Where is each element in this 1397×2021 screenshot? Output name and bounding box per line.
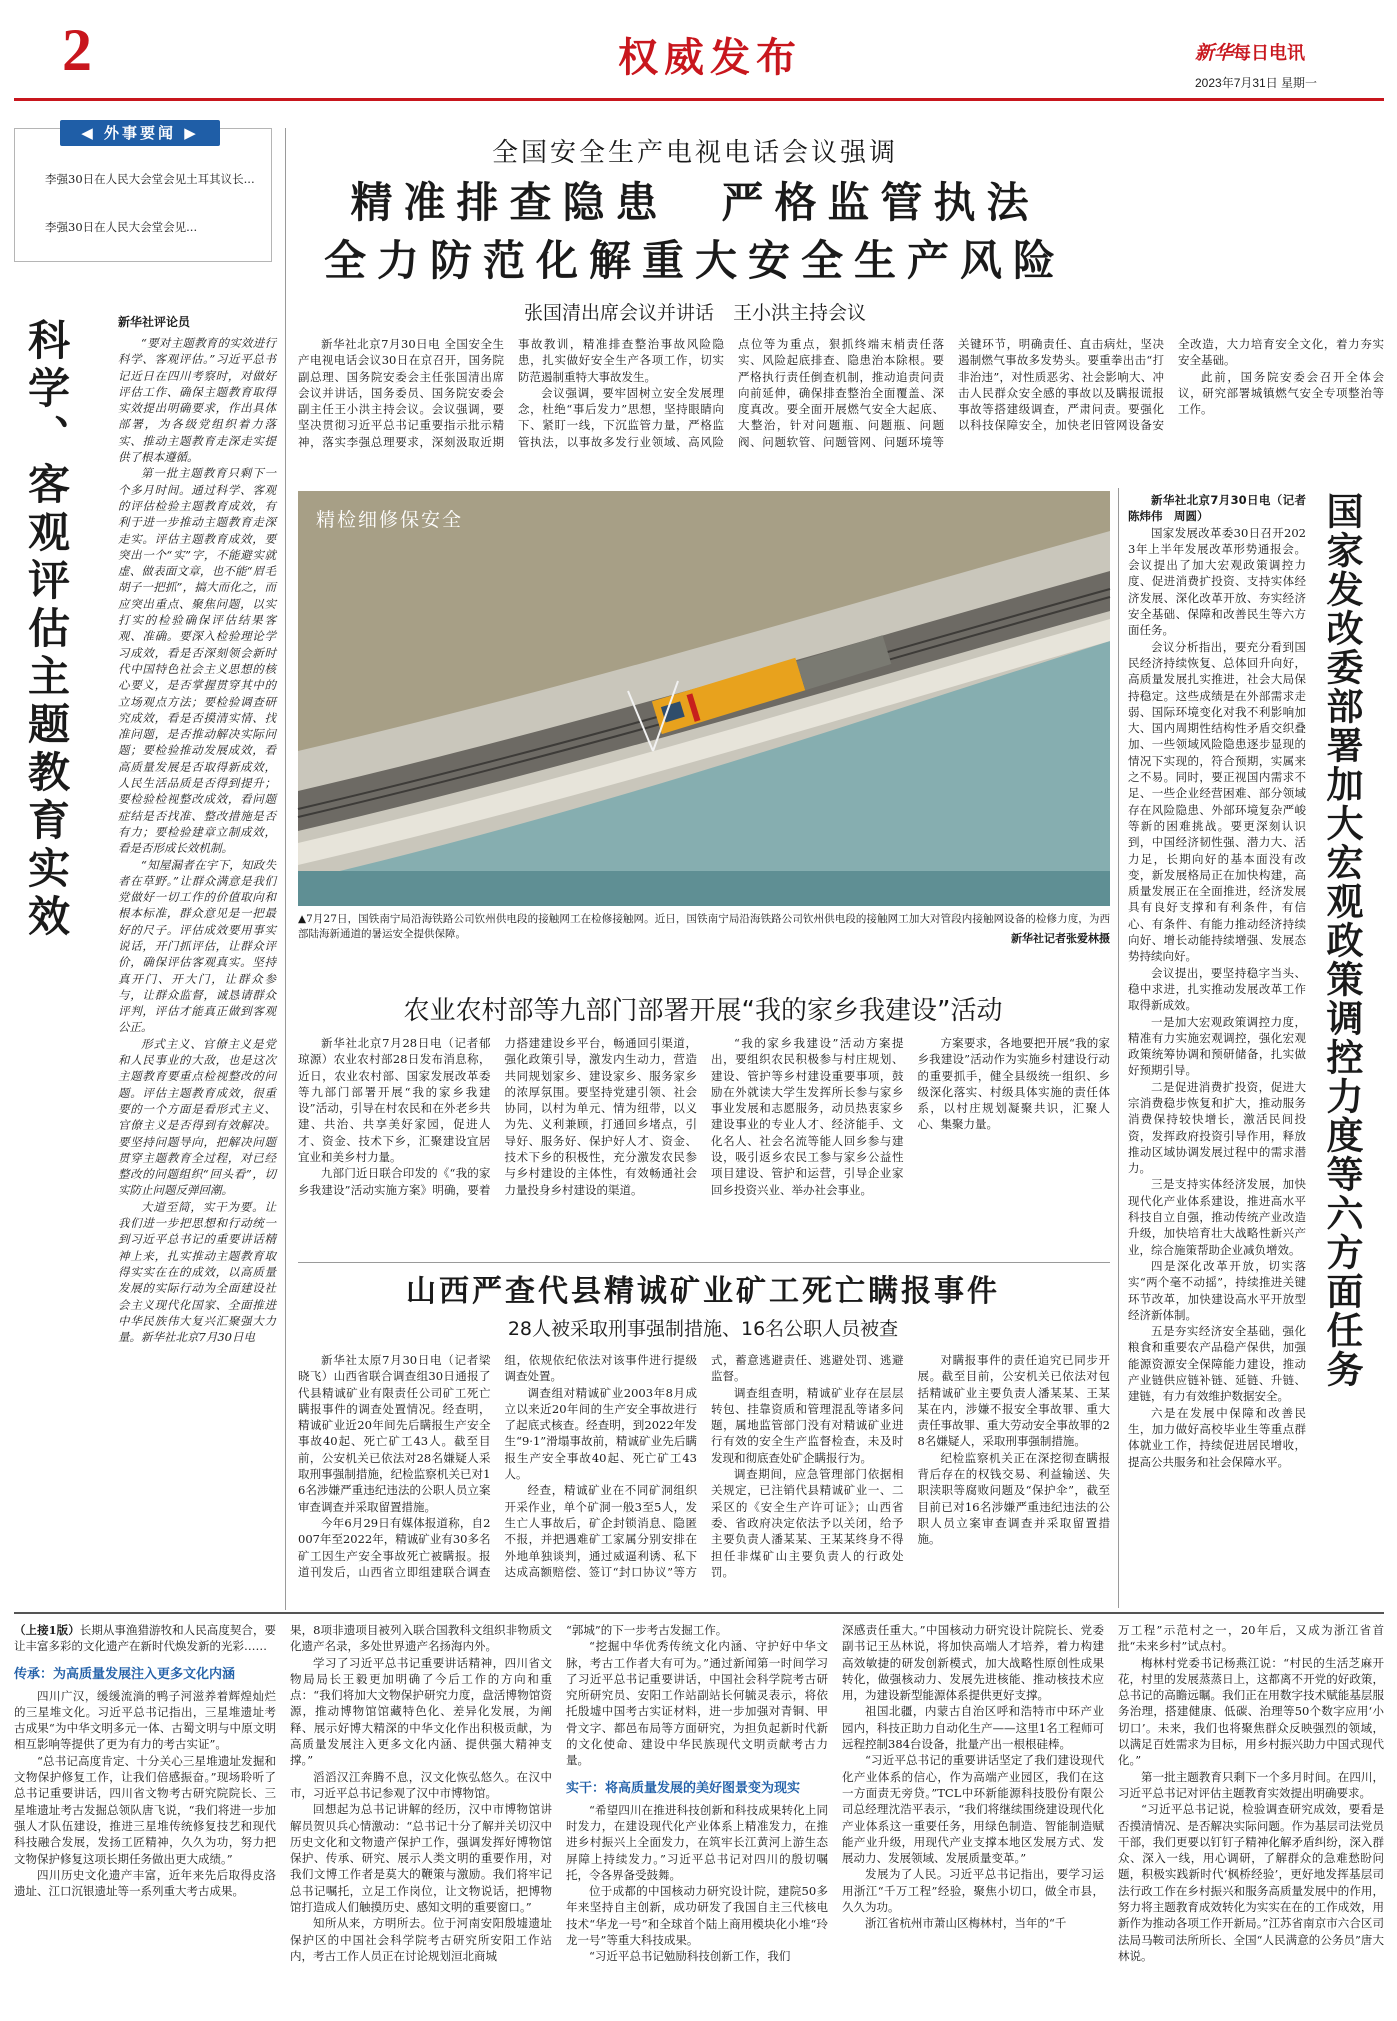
ndrc-paragraph: 二是促进消费扩投资，促进大宗消费稳步恢复和扩大，推动服务消费保持较快增长，激活民间投资，发挥政府投资引导作用，释放推动区域协调发展过程中的需求潜力。 xyxy=(1128,1079,1306,1176)
ndrc-paragraph: 六是在发展中保障和改善民生，加力做好高校毕业生等重点群体就业工作，持续促进居民增收，提高公共服务和社会保障水平。 xyxy=(1128,1405,1306,1469)
mine-paragraph: 今年6月29日有媒体报道称，自2007年至2022年，精诚矿业有30多名矿工因生产安全事故死亡被瞒报。报道刊发后，山西省立即组建联合调查组，依规依纪依法对该事件进行提级调查处置。 xyxy=(298,1353,697,1579)
foreign-news-box xyxy=(14,128,272,262)
bottom-paragraph: 万工程”示范村之一，20年后，又成为浙江省首批“未来乡村”试点村。 xyxy=(1118,1623,1384,1654)
bottom-paragraph: “郭城”的下一步考古发掘工作。 xyxy=(566,1623,728,1637)
lead-paragraph: 此前，国务院安委会召开全体会议，研究部署城镇燃气安全专项整治等工作。 xyxy=(1178,369,1384,417)
ndrc-paragraph: 一是加大宏观政策调控力度，精准有力实施宏观调控，强化宏观政策统筹协调和预研储备，扎实做好预期引导。 xyxy=(1128,1014,1306,1078)
bottom-col-4 xyxy=(842,1622,1104,2014)
foreign-item-1: 李强30日在人民大会堂会见土耳其议长... xyxy=(45,172,255,186)
mine-paragraph: 对瞒报事件的责任追究已同步开展。截至目前，公安机关已依法对包括精诚矿业主要负责人潘某某、王某某在内，涉嫌不报安全事故罪、重大责任事故罪、重大劳动安全事故罪的28名嫌疑人，采取刑事强制措施。 xyxy=(917,1353,1110,1449)
photo-label: 精检细修保安全 xyxy=(316,509,464,531)
lead-body xyxy=(298,336,1384,481)
lead-kicker: 全国安全生产电视电话会议强调 xyxy=(491,138,898,168)
ndrc-dateline: 新华社北京7月30日电（记者陈炜伟 周圆） xyxy=(1128,493,1306,524)
bottom-paragraph: “习近平总书记的重要讲话坚定了我们建设现代化产业体系的信心，作为高端产业园区，我们在这一方面责无旁贷。”TCL中环新能源科技股份有限公司总经理沈浩平表示，“我们将继续围绕建设现代化产业体系这一重要任务，用绿色制造、智能制造赋能产业升级，用现代产业支撑本地区发展方式、发展动力、发展领域、发展质量变革。” xyxy=(842,1753,1104,1866)
ndrc-body xyxy=(1128,492,1306,1602)
jump-marker: （上接1版） xyxy=(14,1623,80,1637)
ndrc-paragraph: 会议提出，要坚持稳字当头、稳中求进，扎实推动发展改革工作取得新成效。 xyxy=(1128,965,1306,1013)
issue-date: 2023年7月31日 星期一 xyxy=(1195,76,1318,90)
page-number: 2 xyxy=(62,17,92,83)
ndrc-title: 国家发改委部署加大宏观政策调控力度等六方面任务 xyxy=(1320,492,1363,1389)
bottom-paragraph: 果，8项非遗项目被列入联合国教科文组织非物质文化遗产名录，多处世界遗产名扬海内外。 xyxy=(290,1623,552,1654)
bottom-col-5 xyxy=(1118,1622,1384,2014)
bottom-subheading-1: 传承：为高质量发展注入更多文化内涵 xyxy=(14,1666,236,1682)
ndrc-paragraph: 会议分析指出，要充分看到国民经济持续恢复、总体回升向好，高质量发展扎实推进，社会大局保持稳定。这些成绩是在外部需求走弱、国际环境变化对我不利影响加大、国内周期性结构性矛盾交织叠加、一些领域风险隐患逐步显现的情况下实现的，符合预期，实属来之不易。同时，要正视国内需求不足、一些企业经营困难、部分领域存在风险隐患、外部环境复杂严峻等新的困难挑战。要更深刻认识到，中国经济韧性强、潜力大、活力足，长期向好的基本面没有改变，新发展格局正在加快构建，高质量发展正在全面推进，经济发展具有良好支撑和有利条件，有信心、有条件、有能力推动经济持续向好、增长动能持续增强、发展态势持续向好。 xyxy=(1128,639,1306,964)
agri-body xyxy=(298,1035,1110,1255)
brand-name: 每日电讯 xyxy=(1233,43,1306,64)
mine-body xyxy=(298,1352,1110,1600)
ndrc-paragraph: 五是夯实经济安全基础，强化粮食和重要农产品稳产保供，加强能源资源安全保障能力建设，推动产业链供应链补链、延链、升链、建链，有力有效维护数据安全。 xyxy=(1128,1324,1306,1404)
bottom-paragraph: 位于成都的中国核动力研究设计院，建院50多年来坚持自主创新，成功研发了我国自主三代核电技术“华龙一号”和全球首个陆上商用模块化小堆“玲龙一号”等重大科技成果。 xyxy=(566,1884,828,1948)
bottom-paragraph xyxy=(14,1622,276,1655)
commentary-paragraph: “知屋漏者在宇下，知政失者在草野。”让群众满意是我们党做好一切工作的价值取向和根本标准，群众意见是一把最好的尺子。评估成效要用事实说话，开门抓评估，让群众评价，确保评估客观真实。坚持真开门、开大门，让群众参与，让群众监督，诚恳请群众评判，评估才能真正做到客观公正。 xyxy=(118,857,276,1035)
agri-paragraph: 方案要求，各地要把开展“我的家乡我建设”活动作为实施乡村建设行动的重要抓手，健全县级统一组织、乡级深化落实、村级具体实施的责任体系，以村庄规划凝聚共识，汇聚人心、集聚力量。 xyxy=(917,1036,1110,1132)
column-rule-left xyxy=(285,128,286,1610)
ndrc-paragraph: 四是深化改革开放，切实落实“两个毫不动摇”，持续推进关键环节改革，加快建设高水平开放型经济新体制。 xyxy=(1128,1258,1306,1322)
agri-title: 农业农村部等九部门部署开展“我的家乡我建设”活动 xyxy=(403,996,1003,1026)
bottom-subheading-2: 实干：将高质量发展的美好图景变为现实 xyxy=(566,1780,801,1796)
mine-paragraph: 调查组对精诚矿业2003年8月成立以来近20年间的生产安全事故进行了起底式核查。经查明，到2022年发生“9·1”滑塌事故前，精诚矿业先后瞒报生产安全事故40起、死亡矿工43人。 xyxy=(504,1385,697,1482)
mine-paragraph: 纪检监察机关正在深挖彻查瞒报背后存在的权钱交易、利益输送、失职渎职等腐败问题及“保护伞”，截至目前已对16名涉嫌严重违纪违法的公职人员立案审查调查并采取留置措施。 xyxy=(917,1450,1110,1547)
photo-caption: ▲7月27日，国铁南宁局沿海铁路公司钦州供电段的接触网工在检修接触网。近日，国铁南宁局沿海铁路公司钦州供电段的接触网工加大对管段内接触网设备的检修力度，为西部陆海新通道的暑运安全提供保障。 xyxy=(298,913,1110,940)
bottom-col-2 xyxy=(290,1622,552,2014)
bottom-text: 长期从事渔猎游牧和人民高度契合，要让丰富多彩的文化遗产在新时代焕发新的光彩…… xyxy=(14,1623,276,1654)
lead-subtitle: 张国清出席会议并讲话 王小洪主持会议 xyxy=(523,302,866,324)
bottom-paragraph: “总书记高度肯定、十分关心三星堆遗址发掘和文物保护修复工作，让我们倍感振奋。”现场聆听了总书记重要讲话，四川省文物考古研究院院长、三星堆遗址考古发掘总领队唐飞说，“我们将进一步加强人才队伍建设，推进三星堆传统修复技艺和现代科技融合发展，发扬工匠精神，久久为功，努力把文物保护修复这项长期任务做出更大成绩。” xyxy=(14,1753,276,1866)
masthead-rule xyxy=(14,98,1384,101)
section-title: 权威发布 xyxy=(618,34,802,81)
rail-maintenance-photo xyxy=(298,491,1110,906)
bottom-col-1 xyxy=(14,1622,276,2014)
photo-illustration xyxy=(298,491,1110,906)
foreign-news-title: 外事要闻 xyxy=(103,124,176,142)
bottom-paragraph: 浙江省杭州市萧山区梅林村，当年的“千 xyxy=(865,1916,1067,1931)
mine-subtitle: 28人被采取刑事强制措施、16名公职人员被查 xyxy=(507,1318,899,1340)
mine-paragraph: 调查组查明，精诚矿业存在层层转包、挂靠资质和管理混乱等诸多问题，属地监管部门没有对精诚矿业进行有效的安全生产监督检查，未及时发现和彻底查处矿企瞒报行为。 xyxy=(711,1385,904,1465)
agri-paragraph: 新华社北京7月28日电（记者郁琼源）农业农村部28日发布消息称，近日，农业农村部、国家发展改革委等九部门部署开展“我的家乡我建设”活动，引导在村农民和在外老乡共建、共治、共享美好家园，促进人才、资金、技术下乡，汇聚建设宜居宜业和美乡村力量。 xyxy=(298,1036,491,1165)
bottom-rule xyxy=(14,1612,1384,1614)
brand-logo: 新华 xyxy=(1195,42,1234,64)
ndrc-paragraph: 三是支持实体经济发展，加快现代化产业体系建设，推进高水平科技自立自强，推动传统产业改造升级，加快培育壮大战略性新兴产业，综合施策帮助企业减负增效。 xyxy=(1128,1177,1306,1257)
lead-paragraph: 会议强调，要牢固树立安全发展理念，杜绝“事后发力”思想，坚持眼睛向下、紧盯一线，下沉监管力量，严格监管执法，以事故多发行业领域、高风险点位等为重点，狠抓终端末梢责任落实、风险起底排查、隐患治本除根。要严格执行责任倒查机制，推动追责问责向前延伸，确保排查整治全面覆盖、深度真改。要全面开展燃气安全大起底、大整治，针对问题瓶、问题瓶、问题阀、问题软管、问题管网、问题环境等关键环节，明确责任、直击病灶，坚决遏制燃气事故多发势头。要重拳出击“打非治违”，对性质恶劣、社会影响大、冲击人民群众安全感的事故以及瞒报谎报事故等搭建级调查，严肃问责。要强化以科技保障安全，加快老旧管网设备安全改造，大力培育安全文化，着力夯实安全基础。 xyxy=(518,337,1384,449)
bottom-paragraph: 学习了习近平总书记重要讲话精神，四川省文物局局长王毅更加明确了今后工作的方向和重点：“我们将加大文物保护研究力度，盘活博物馆资源，推动博物馆馆藏特色化、差异化发展，为阐释、展示好博大精深的中华文化作出积极贡献，为高质量发展注入更多文化内涵、提供强大精神支撑。” xyxy=(290,1655,552,1768)
bottom-paragraph: 发展为了人民。习近平总书记指出，要学习运用浙江“千万工程”经验，聚焦小切口，做全市县，久久为功。 xyxy=(842,1867,1104,1915)
bottom-paragraph: “挖掘中华优秀传统文化内涵、守护好中华文脉，考古工作者大有可为。”通过新闻第一时间学习了习近平总书记重要讲话，中国社会科学院考古研究所研究员、安阳工作站副站长何毓灵表示，将依托殷墟中国考古实证材料，进一步加强对青铜、甲骨文字、都邑布局等方面研究，为担负起新时代新的文化使命、建设中华民族现代文明贡献考古力量。 xyxy=(566,1639,828,1768)
mine-title: 山西严查代县精诚矿业矿工死亡瞒报事件 xyxy=(406,1274,1000,1309)
bottom-paragraph: 滔滔汉江奔腾不息，汉文化恢弘悠久。在汉中市，习近平总书记参观了汉中市博物馆。 xyxy=(290,1769,552,1800)
bottom-paragraph: 回想起为总书记讲解的经历，汉中市博物馆讲解员贺贝兵心情激动：“总书记十分了解并关切汉中历史文化和文物遗产保护工作，强调发挥好博物馆保护、传承、研究、展示人类文明的重要作用，对我们文博工作者是莫大的鞭策与激励。我们将牢记总书记嘱托，立足工作岗位，让文物说话，把博物馆打造成人们触摸历史、感知文明的重要窗口。” xyxy=(290,1802,552,1915)
bottom-col-3 xyxy=(566,1622,828,2014)
commentary-source: 新华社评论员 xyxy=(118,315,191,329)
agri-paragraph: “我的家乡我建设”活动方案提出，要组织农民积极参与村庄规划、建设、管护等乡村建设重要事项，鼓励在外就读大学生发挥所长参与家乡事业发展和志愿服务，动员热衷家乡建设事业的专业人才、经济能手、文化名人、社会名流等能人回乡参与建设，吸引返乡农民工参与家乡公益性项目建设、管护和运营，引导企业家回乡投资兴业、举办社会事业。 xyxy=(711,1036,904,1197)
bottom-paragraph: 四川历史文化遗产丰富，近年来先后取得皮洛遗址、江口沉银遗址等一系列重大考古成果。 xyxy=(14,1867,276,1899)
bottom-paragraph: 知所从来，方明所去。位于河南安阳殷墟遗址保护区的中国社会科学院考古研究所安阳工作站内，考古工作人员正在讨论规划洹北商城 xyxy=(290,1916,552,1963)
bottom-paragraph: 梅林村党委书记杨燕江说：“村民的生活芝麻开花，村里的发展蒸蒸日上，这都离不开党的好政策，总书记的高瞻远瞩。我们正在用数字技术赋能基层服务治理，搭建健康、低碳、治理等50个数字应用‘小切口’。未来，我们也将聚焦群众反映强烈的领域，以满足百姓需求为目标，用乡村振兴助力中国式现代化。” xyxy=(1118,1655,1384,1768)
agri-rule xyxy=(298,1262,1110,1263)
commentary-paragraph: “要对主题教育的实效进行科学、客观评估。”习近平总书记近日在四川考察时，对做好评估工作、确保主题教育取得实效提出明确要求，作出具体部署，为各级党组织着力落实、推动主题教育走深走实提供了根本遵循。 xyxy=(118,336,276,465)
bottom-paragraph: “习近平总书记说，检验调查研究成效，要看是否摸清情况、是否解决实际问题。作为基层司法党员干部，我们更要以钉钉子精神化解矛盾纠纷，深入群众、深入一线，用心调研，了解群众的急难愁盼问题，积极实践新时代‘枫桥经验’，更好地发挥基层司法行政工作在乡村振兴和服务高质量发展中的作用，努力将主题教育成效转化为实实在在的工作成效，用新作为推动各项工作开新局。”江苏省南京市六合区司法局马鞍司法所所长、全国“人民满意的公务员”唐大林说。 xyxy=(1118,1802,1384,1963)
commentary-paragraph: 大道至简，实干为要。让我们进一步把思想和行动统一到习近平总书记的重要讲话精神上来，扎实推动主题教育取得实实在在的成效，以高质量发展的实际行动为全面建设社会主义现代化国家、全面推进中华民族伟大复兴汇聚强大力量。新华社北京7月30日电 xyxy=(118,1199,276,1345)
bottom-paragraph: 祖国北疆，内蒙古自治区呼和浩特市中环产业园内，科技正助力自动化生产——这里1名工程师可远程控制384台设备，批量产出一根根硅棒。 xyxy=(842,1704,1104,1752)
mine-paragraph: 调查期间，应急管理部门依据相关规定，已注销代县精诚矿业一、二采区的《安全生产许可证》；山西省委、省政府决定依法予以关闭，给予主要负责人潘某某、王某某终身不得担任非煤矿山主要负责人的行政处罚。 xyxy=(711,1467,904,1579)
bottom-paragraph: 深感责任重大。”中国核动力研究设计院院长、党委副书记王丛林说，将加快高端人才培养，着力构建高效敏捷的研发创新模式，加大战略性原创性成果转化，做强核动力、发展先进核能、推动核技术应用，为建设新型能源体系提供更好支撑。 xyxy=(842,1623,1104,1703)
commentary-title: 科学、客观评估主题教育实效 xyxy=(22,318,71,942)
commentary-paragraph: 形式主义、官僚主义是党和人民事业的大敌，也是这次主题教育要重点检视整改的问题。评估主题教育成效，很重要的一个方面是看形式主义、官僚主义是否得到有效解决。要坚持问题导向，把解决问题贯穿主题教育全过程，对已经整改的问题组织“回头看”，切实防止问题反弹回潮。 xyxy=(118,1036,276,1198)
lead-title-line2: 全力防范化解重大安全生产风险 xyxy=(323,236,1066,285)
bottom-paragraph: “希望四川在推进科技创新和科技成果转化上同时发力，在建设现代化产业体系上精准发力，在推进乡村振兴上全面发力，在筑牢长江黄河上游生态屏障上持续发力。”习近平总书记对四川的殷切嘱托，令各界备受鼓舞。 xyxy=(566,1802,828,1882)
mine-paragraph: 新华社太原7月30日电（记者梁晓飞）山西省联合调查组30日通报了代县精诚矿业有限责任公司矿工死亡瞒报事件的调查处置情况。经查明，精诚矿业近20年间先后瞒报生产安全事故40起、死亡矿工43人。截至目前，公安机关已依法对28名嫌疑人采取刑事强制措施，纪检监察机关已对16名涉嫌严重违纪违法的公职人员立案审查调查并采取留置措施。 xyxy=(298,1353,491,1514)
photo-credit: 新华社记者张爱林摄 xyxy=(1011,932,1110,945)
bottom-paragraph: 第一批主题教育只剩下一个多月时间。在四川，习近平总书记对评估主题教育实效提出明确要求。 xyxy=(1118,1769,1384,1800)
agri-paragraph: 九部门近日联合印发的《“我的家乡我建设”活动实施方案》明确，要着力搭建建设乡平台，畅通回引渠道，强化政策引导，激发内生动力，营造共同规划家乡、建设家乡、服务家乡的浓厚氛围。要坚持党建引领、社会协同，以村为单元、情为纽带，以义为先、义利兼顾，打通回乡堵点，引导好、服务好、保护好人才、资金、技术下乡的积极性，充分激发农民参与乡村建设的主体性，有效畅通社会力量投身乡村建设的渠道。 xyxy=(298,1036,697,1197)
bottom-paragraph: 四川广汉，缓缓流淌的鸭子河滋养着辉煌灿烂的三星堆文化。习近平总书记指出，三星堆遗址考古成果“为中华文明多元一体、古蜀文明与中原文明相互影响等提供了更为有力的考古实证”。 xyxy=(14,1688,276,1752)
lead-paragraph: 新华社北京7月30日电 全国安全生产电视电话会议30日在京召开，国务院副总理、国务院安委会主任张国清出席会议并讲话，国务委员、国务院安委会副主任王小洪主持会议。会议强调，要坚决贯彻习近平总书记重要指示批示精神，落实李强总理要求，深刻汲取近期事故教训，精准排查整治事故风险隐患，扎实做好安全生产各项工作，切实防范遏制重特大事故发生。 xyxy=(298,337,724,449)
foreign-news-label: ◀ 外事要闻 ▶ xyxy=(60,120,220,146)
newspaper-logo xyxy=(1195,38,1305,65)
photo-rule xyxy=(1118,488,1119,1608)
foreign-item-2: 李强30日在人民大会堂会见... xyxy=(45,220,198,234)
lead-title-line1: 精准排查隐患 严格监管执法 xyxy=(350,178,1040,227)
commentary-column xyxy=(118,335,276,1345)
commentary-paragraph: 第一批主题教育只剩下一个多月时间。通过科学、客观的评估检验主题教育成效，有利于进一步推动主题教育走深走实。评估主题教育成效，要突出一个“实”字，不能避实就虚、做表面文章，也不能“眉毛胡子一把抓”，搞大而化之，而应突出重点、聚焦问题，以实打实的检验确保评估结果客观、准确。要深入检验理论学习成效，看是否深刻领会新时代中国特色社会主义思想的核心要义，是否掌握贯穿其中的立场观点方法；要检验调查研究成效，看是否摸清实情、找准问题，是否推动解决实际问题；要检验推动发展成效，看高质量发展是否取得新成效，人民生活品质是否得到提升；要检验检视整改成效，看问题症结是否找准、整改措施是否有力；要检验建章立制成效，看是否形成长效机制。 xyxy=(118,466,276,856)
mine-paragraph: 经查，精诚矿业在不同矿洞组织开采作业，单个矿洞一般3至5人，发生亡人事故后，矿企封锁消息、隐匿不报，并把遇难矿工家属分别安排在外地单独谈判，通过威逼利诱、私下达成高额赔偿、签订“封口协议”等方式，蓄意逃避责任、逃避处罚、逃避监督。 xyxy=(504,1353,904,1579)
ndrc-paragraph: 国家发展改革委30日召开2023年上半年发展改革形势通报会。会议提出了加大宏观政策调控力度、促进消费扩投资、支持实体经济发展、深化改革开放、夯实经济安全基础、保障和改善民生等六方面任务。 xyxy=(1128,525,1306,638)
bottom-paragraph: “习近平总书记勉励科技创新工作，我们 xyxy=(589,1949,791,1964)
